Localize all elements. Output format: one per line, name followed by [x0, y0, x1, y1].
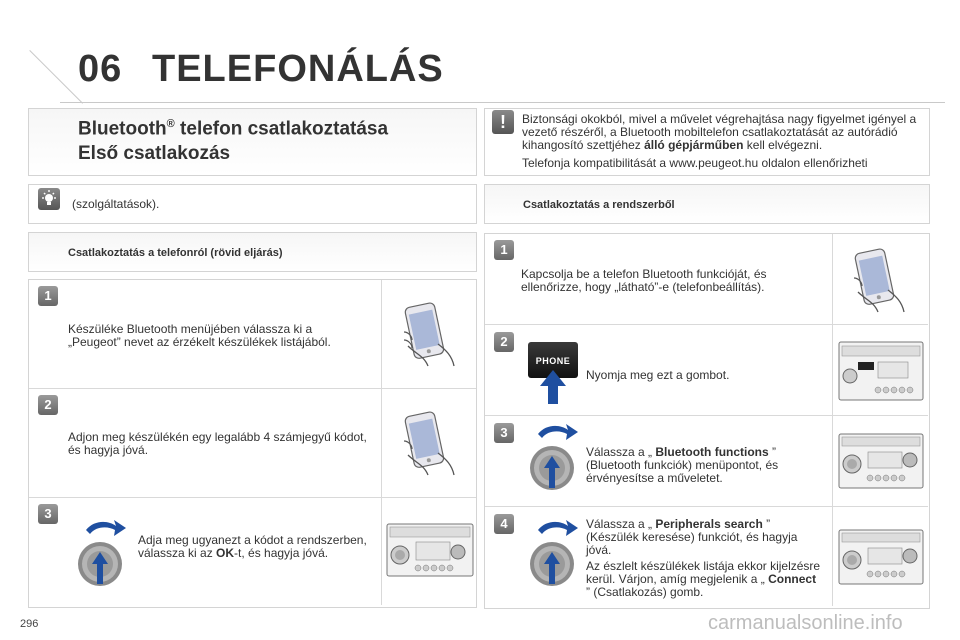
step-badge: 1 [494, 240, 514, 260]
radio-unit-image [838, 528, 924, 591]
info-text: (szolgáltatások). [72, 197, 160, 211]
step-text: Kapcsolja be a telefon Bluetooth funkcióját, és ellenőrizze, hogy „látható”-e (telefonbeállítás). [521, 267, 767, 294]
row-divider [485, 506, 928, 507]
step-text: Készüléke Bluetooth menüjében válassza ki a „Peugeot” nevet az érzékelt készülékek listájából. [68, 322, 331, 349]
radio-unit-image [838, 432, 924, 495]
step-badge: 2 [494, 332, 514, 352]
left-section-heading: Csatlakoztatás a telefonról (rövid eljárás) [68, 247, 283, 259]
column-divider [381, 280, 382, 605]
step-badge: 3 [494, 423, 514, 443]
step-text: Adja meg ugyanezt a kódot a rendszerben, válassza ki az OK-t, és hagyja jóvá. [138, 533, 367, 560]
step-badge: 4 [494, 514, 514, 534]
smartphone-hand-icon [848, 244, 914, 319]
row-divider [29, 388, 476, 389]
step-badge: 1 [38, 286, 58, 306]
step-text: Válassza a „ Peripherals search ” (Készülék keresése) funkciót, és hagyja jóvá. [586, 517, 798, 557]
radio-unit-image [386, 522, 474, 583]
rotary-knob-icon [524, 518, 588, 597]
row-divider [485, 324, 928, 325]
row-divider [485, 415, 928, 416]
lightbulb-icon [38, 188, 60, 210]
right-section-heading: Csatlakoztatás a rendszerből [523, 199, 675, 211]
page-title: Bluetooth® telefon csatlakoztatása [78, 118, 389, 140]
compat-text: Telefonja kompatibilitását a www.peugeot.hu oldalon ellenőrizheti [522, 156, 868, 170]
step-text: Nyomja meg ezt a gombot. [586, 368, 730, 382]
step-text-secondary: Az észlelt készülékek listája ekkor kijelzésre kerül. Várjon, amíg megjelenik a „ Connect ” (Csatlakozás) gomb. [586, 559, 821, 599]
rotary-knob-icon [524, 422, 588, 501]
radio-unit-image [838, 340, 924, 407]
step-badge: 2 [38, 395, 58, 415]
row-divider [29, 497, 476, 498]
smartphone-hand-icon [398, 407, 464, 482]
step-text: Válassza a „ Bluetooth functions ” (Bluetooth funkciók) menüpontot, és érvényesítse a műveletet. [586, 445, 779, 485]
phone-button-image: PHONE [528, 342, 578, 378]
rotary-knob-icon [72, 518, 136, 597]
header-diagonal-line [29, 50, 83, 104]
column-divider [832, 234, 833, 606]
warning-text: Biztonsági okokból, mivel a művelet végrehajtása nagy figyelmet igényel a vezető részéről, a Bluetooth mobiltelefon csatlakoztatását az autórádió kihangosító szettjéhez álló gépjárműben kell elvégezni. [522, 112, 917, 152]
page-number: 296 [20, 618, 39, 630]
step-badge: 3 [38, 504, 58, 524]
watermark-text: carmanualsonline.info [708, 612, 903, 634]
chapter-number: 06 [78, 48, 123, 90]
step-text: Adjon meg készülékén egy legalább 4 számjegyű kódot, és hagyja jóvá. [68, 430, 367, 457]
page-subtitle: Első csatlakozás [78, 143, 231, 164]
chapter-title: TELEFONÁLÁS [152, 48, 444, 90]
smartphone-hand-icon [398, 298, 464, 373]
warning-icon: ! [492, 110, 514, 134]
press-arrow-icon [538, 370, 568, 409]
header-rule [60, 102, 945, 103]
